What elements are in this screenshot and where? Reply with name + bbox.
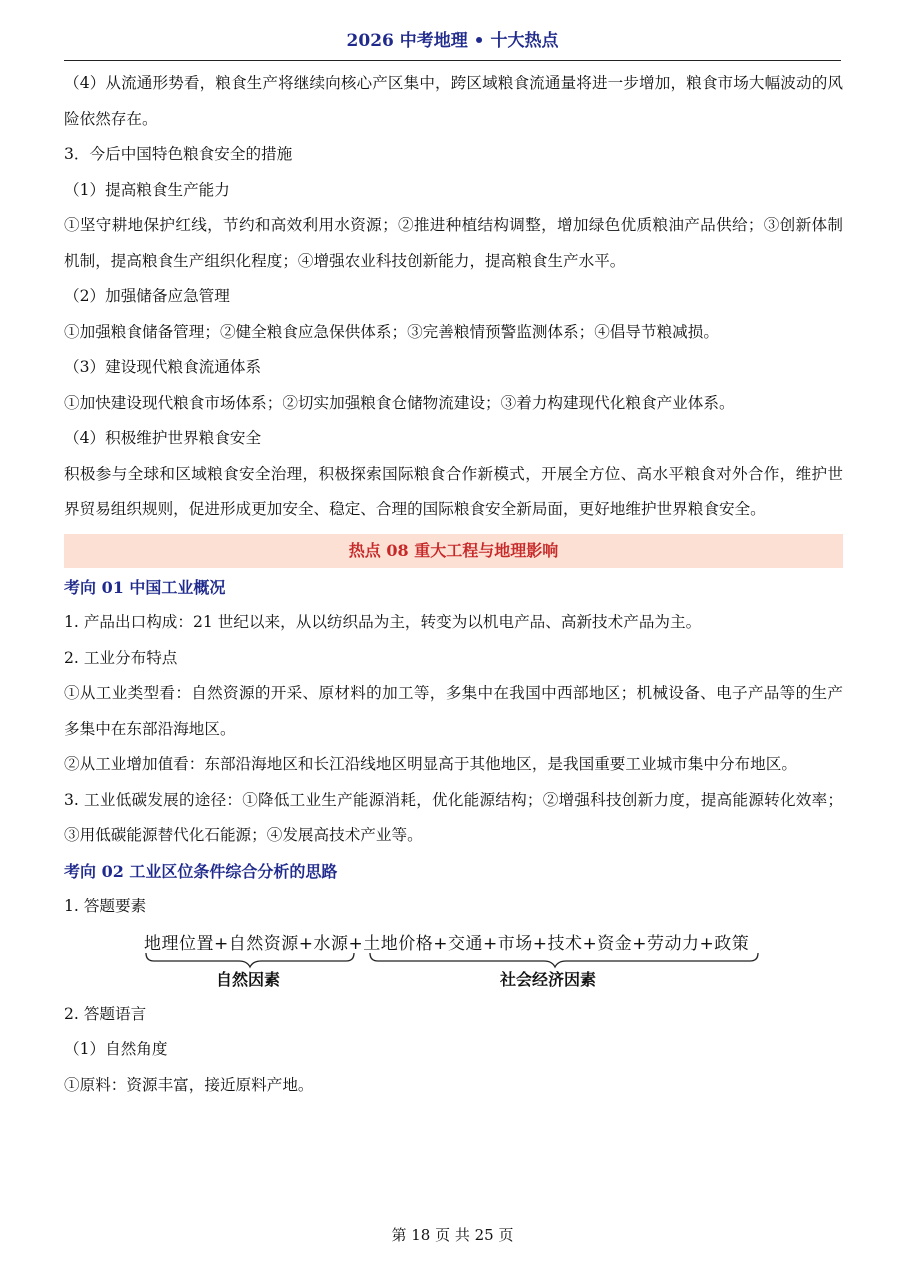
natural-factors-brace (146, 953, 354, 967)
heading-measures: 3．今后中国特色粮食安全的措施 (64, 145, 293, 163)
kx02-natural-angle: （1）自然角度 (64, 1040, 168, 1058)
brace-graphic (64, 925, 843, 997)
hotspot-banner: 热点 08 重大工程与地理影响 (64, 534, 843, 568)
kx01-title: 考向 01 中国工业概况 (64, 577, 226, 597)
subheading-production: （1）提高粮食生产能力 (64, 180, 230, 199)
social-factors-label: 社会经济因素 (500, 969, 597, 989)
natural-factors-label: 自然因素 (216, 969, 281, 989)
location-factors-diagram (64, 925, 843, 997)
kx01-export: 1. 产品出口构成：21 世纪以来，从以纺织品为主，转变为以机电产品、高新技术产品为主。 (64, 613, 702, 631)
factors-formula: 地理位置+自然资源+水源+土地价格+交通+市场+技术+资金+劳动力+政策 (144, 933, 750, 954)
subheading-circulation: （3）建设现代粮食流通体系 (64, 358, 262, 376)
paragraph-reserve: ①加强粮食储备管理；②健全粮食应急保供体系；③完善粮情预警监测体系；④倡导节粮减损。 (64, 322, 719, 341)
header-divider (64, 60, 841, 61)
page-content (64, 66, 843, 1103)
paragraph-production: ①坚守耕地保护红线，节约和高效利用水资源；②推进种植结构调整，增加绿色优质粮油产品供给；③创新体制机制，提高粮食生产组织化程度；④增强农业科技创新能力，提高粮食生产水平。 (64, 216, 843, 270)
social-factors-brace (370, 953, 758, 967)
paragraph-circulation-system: ①加快建设现代粮食市场体系；②切实加强粮食仓储物流建设；③着力构建现代化粮食产业体系。 (64, 393, 735, 412)
paragraph-circulation: （4）从流通形势看，粮食生产将继续向核心产区集中，跨区域粮食流通量将进一步增加，粮食市场大幅波动的风险依然存在。 (64, 74, 843, 128)
kx01-low-carbon: 3. 工业低碳发展的途径：①降低工业生产能源消耗，优化能源结构；②增强科技创新力度，提高能源转化效率；③用低碳能源替代化石能源；④发展高技术产业等。 (64, 790, 843, 844)
kx02-elements-heading: 1. 答题要素 (64, 897, 147, 915)
paragraph-world: 积极参与全球和区域粮食安全治理，积极探索国际粮食合作新模式，开展全方位、高水平粮食对外合作，维护世界贸易组织规则，促进形成更加安全、稳定、合理的国际粮食安全新局面，更好地维护世界粮食安全。 (64, 464, 843, 518)
kx01-distribution-heading: 2. 工业分布特点 (64, 648, 178, 667)
kx01-industry-type: ①从工业类型看：自然资源的开采、原材料的加工等，多集中在我国中西部地区；机械设备、电子产品等的生产多集中在东部沿海地区。 (64, 684, 843, 738)
kx02-title: 考向 02 工业区位条件综合分析的思路 (64, 861, 338, 881)
kx02-raw-material: ①原料：资源丰富，接近原料产地。 (64, 1075, 314, 1094)
subheading-reserve: （2）加强储备应急管理 (64, 287, 230, 305)
kx02-language-heading: 2. 答题语言 (64, 1004, 147, 1023)
kx01-added-value: ②从工业增加值看：东部沿海地区和长江沿线地区明显高于其他地区，是我国重要工业城市集中分布地区。 (64, 755, 797, 773)
page-number: 第 18 页 共 25 页 (391, 1226, 514, 1244)
subheading-world: （4）积极维护世界粮食安全 (64, 429, 262, 447)
page-header-title: 2026 中考地理 • 十大热点 (346, 31, 559, 51)
